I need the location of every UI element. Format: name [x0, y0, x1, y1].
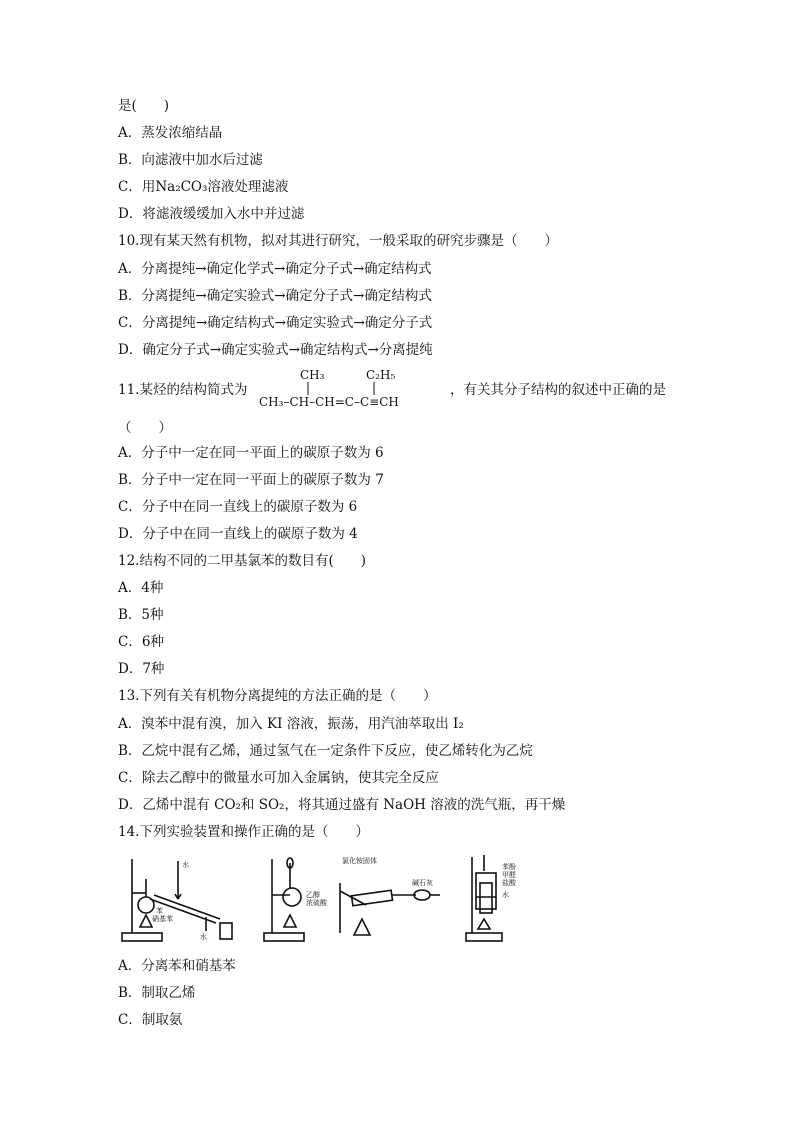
- label-benzene: 苯: [156, 907, 163, 915]
- formula-top-left: CH₃: [300, 368, 325, 382]
- apparatus-ammonia: [336, 853, 444, 945]
- q11-option-d: D．分子中在同一直线上的碳原子数为 4: [118, 526, 358, 542]
- q10-option-d: D．确定分子式→确定实验式→确定结构式→分离提纯: [118, 342, 433, 358]
- label-water-bath: 水: [502, 891, 509, 899]
- q11-stem-paren: （ ）: [118, 420, 172, 436]
- q12-option-d: D．7种: [118, 661, 165, 677]
- label-nitrobenzene: 硝基苯: [152, 915, 173, 923]
- label-conc-sulfuric: 浓硫酸: [306, 899, 327, 907]
- q10-option-c: C．分离提纯→确定结构式→确定实验式→确定分子式: [118, 315, 433, 331]
- q9-stem-tail: 是( ): [118, 98, 170, 114]
- label-soda-lime: 碱石灰: [412, 879, 433, 887]
- label-ammonium-chloride: 氯化铵固体: [342, 857, 377, 865]
- label-hydrochloric-acid: 盐酸: [502, 879, 516, 887]
- q13-stem: 13.下列有关有机物分离提纯的方法正确的是（ ）: [118, 688, 437, 704]
- apparatus-ethylene: [262, 853, 332, 945]
- q10-option-a: A．分离提纯→确定化学式→确定分子式→确定结构式: [118, 261, 432, 277]
- label-water-out: 水: [200, 933, 207, 941]
- q11-option-c: C．分子中在同一直线上的碳原子数为 6: [118, 499, 358, 515]
- q12-option-a: A．4种: [118, 580, 164, 596]
- formula-main-chain: CH₃–CH–CH=C–C≡CH: [259, 395, 399, 409]
- q11-stem-after: ，有关其分子结构的叙述中正确的是: [450, 382, 666, 398]
- q9-option-b: B．向滤液中加水后过滤: [118, 152, 263, 168]
- q12-option-b: B．5种: [118, 607, 164, 623]
- label-water-in: 水: [182, 861, 189, 869]
- q13-option-c: C．除去乙醇中的微量水可加入金属钠，使其完全反应: [118, 770, 439, 786]
- q9-option-a: A．蒸发浓缩结晶: [118, 125, 223, 141]
- label-ethanol: 乙醇: [306, 891, 320, 899]
- q10-option-b: B．分离提纯→确定实验式→确定分子式→确定结构式: [118, 288, 432, 304]
- q13-option-d: D．乙烯中混有 CO₂和 SO₂，将其通过盛有 NaOH 溶液的洗气瓶，再干燥: [118, 797, 566, 813]
- q11-stem-before: 11.某烃的结构简式为: [118, 382, 248, 398]
- q13-option-b: B．乙烷中混有乙烯，通过氢气在一定条件下反应，使乙烯转化为乙烷: [118, 743, 533, 759]
- q12-option-c: C．6种: [118, 634, 164, 650]
- q9-option-c: C．用Na₂CO₃溶液处理滤液: [118, 179, 289, 195]
- q11-option-b: B．分子中一定在同一平面上的碳原子数为 7: [118, 472, 384, 488]
- formula-top-right: C₂H₅: [366, 368, 396, 382]
- label-formaldehyde: 甲醛: [502, 871, 516, 879]
- q14-option-b: B．制取乙烯: [118, 985, 196, 1001]
- q14-option-a: A．分离苯和硝基苯: [118, 958, 236, 974]
- q14-option-c: C．制取氨: [118, 1012, 183, 1028]
- q12-stem: 12.结构不同的二甲基氯苯的数目有( ): [118, 553, 367, 569]
- apparatus-phenolic-resin: [464, 853, 528, 945]
- q10-stem: 10.现有某天然有机物，拟对其进行研究，一般采取的研究步骤是（ ）: [118, 233, 558, 249]
- q11-option-a: A．分子中一定在同一平面上的碳原子数为 6: [118, 445, 384, 461]
- apparatus-distillation: [120, 853, 242, 945]
- structural-formula: [256, 368, 446, 412]
- label-phenol: 苯酚: [502, 863, 516, 871]
- q13-option-a: A．溴苯中混有溴，加入 KI 溶液，振荡，用汽油萃取出 I₂: [118, 716, 464, 732]
- q14-stem: 14.下列实验装置和操作正确的是（ ）: [118, 824, 369, 840]
- q9-option-d: D．将滤液缓缓加入水中并过滤: [118, 206, 305, 222]
